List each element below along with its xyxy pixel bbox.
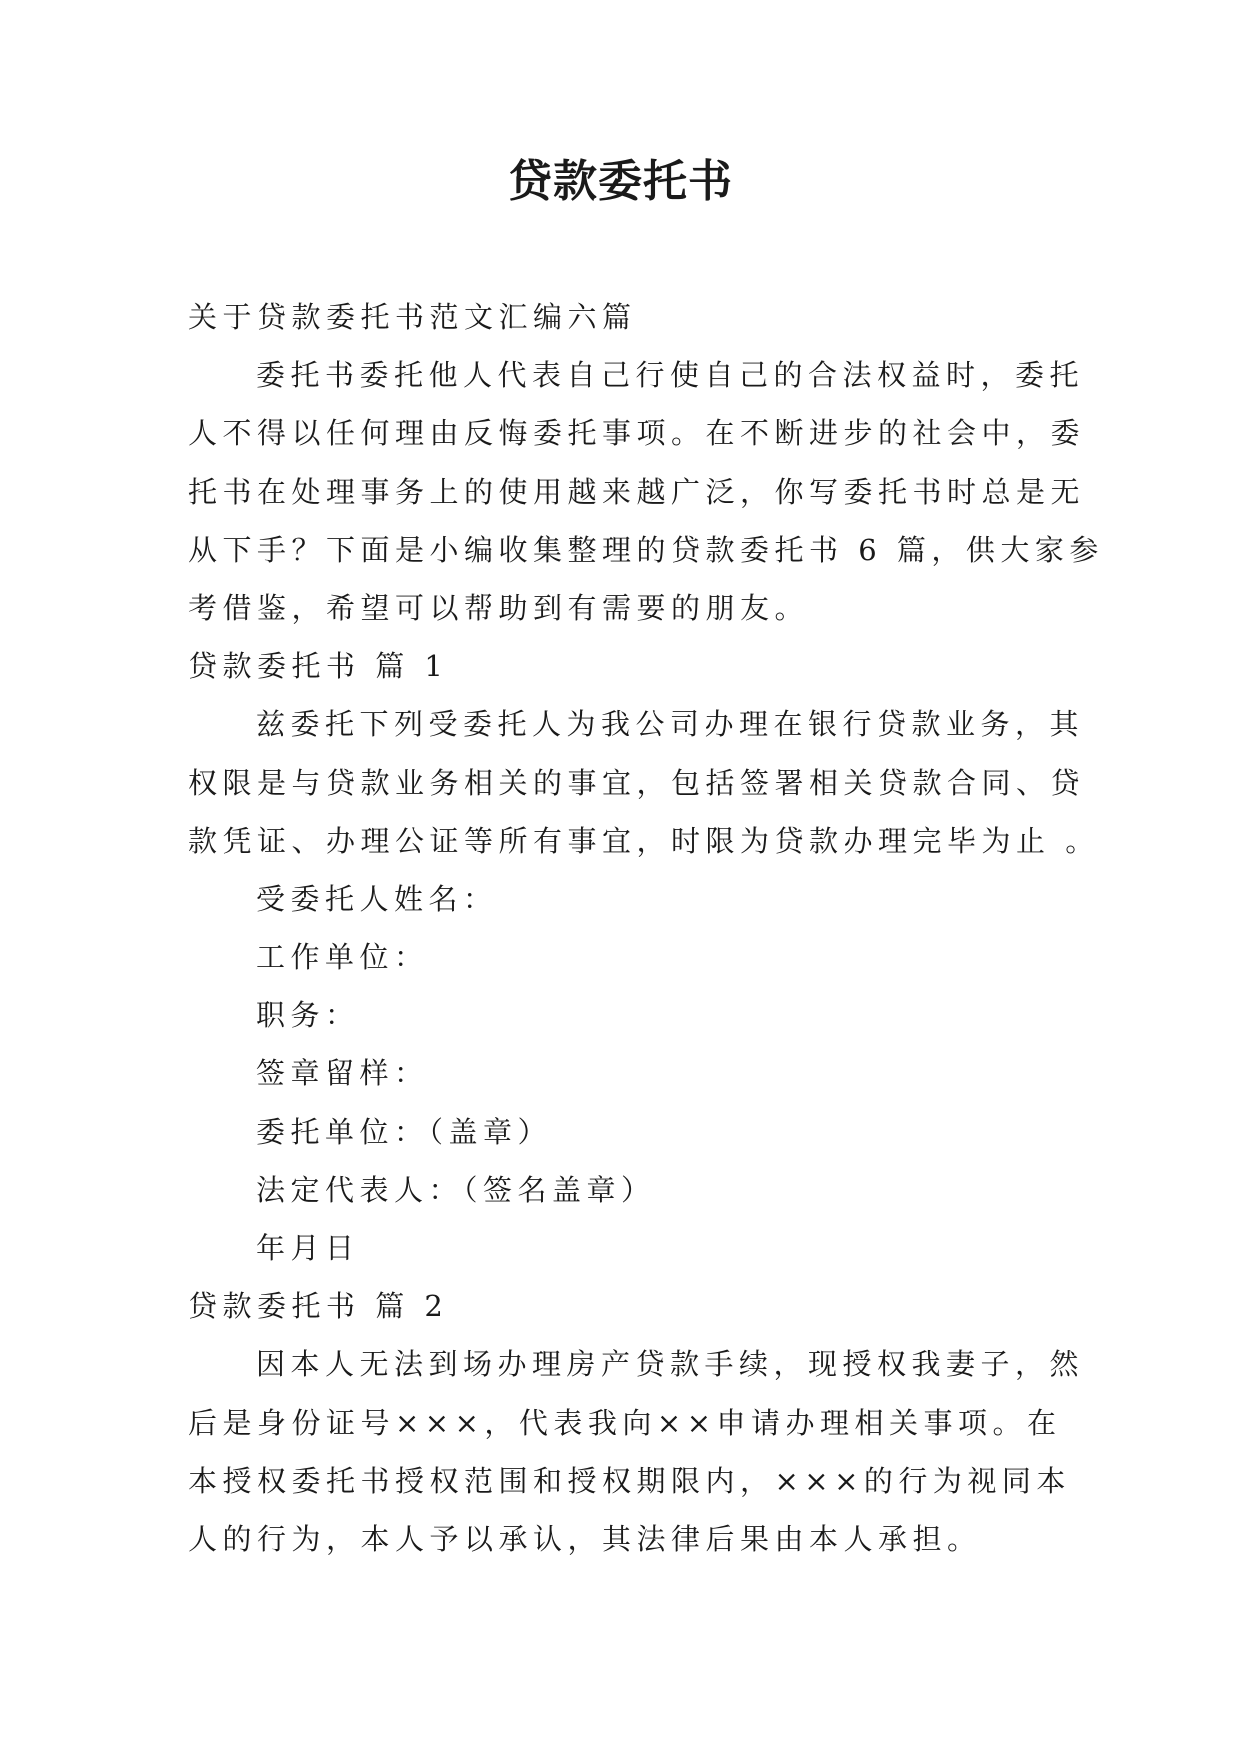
paragraph-line: 托书在处理事务上的使用越来越广泛，你写委托书时总是无 <box>188 474 1086 509</box>
paragraph-line: 从下手？下面是小编收集整理的贷款委托书 6 篇，供大家参 <box>188 532 1104 567</box>
paragraph-line: 委托书委托他人代表自己行使自己的合法权益时，委托 <box>256 358 1085 393</box>
form-field-label: 受委托人姓名： <box>256 881 498 916</box>
form-field-label: 签章留样： <box>256 1056 429 1091</box>
date-line: 年月日 <box>256 1231 360 1265</box>
paragraph-line: 后是身份证号×××，代表我向××申请办理相关事项。在 <box>188 1405 1062 1440</box>
section-heading: 贷款委托书 篇 2 <box>188 1289 449 1324</box>
form-field-label: 职务： <box>256 998 360 1033</box>
paragraph-line: 因本人无法到场办理房产贷款手续，现授权我妻子，然 <box>256 1347 1085 1382</box>
section-heading: 贷款委托书 篇 1 <box>188 649 449 684</box>
paragraph-line: 款凭证、办理公证等所有事宜，时限为贷款办理完毕为止 。 <box>188 823 1100 858</box>
paragraph-line: 人不得以任何理由反悔委托事项。在不断进步的社会中，委 <box>188 416 1086 451</box>
form-field-label: 法定代表人：（签名盖章） <box>256 1172 656 1207</box>
paragraph-line: 人的行为，本人予以承认，其法律后果由本人承担。 <box>188 1521 982 1556</box>
paragraph-line: 考借鉴，希望可以帮助到有需要的朋友。 <box>188 590 810 625</box>
subtitle-line: 关于贷款委托书范文汇编六篇 <box>188 300 637 334</box>
document-body <box>188 288 1104 1568</box>
paragraph-line: 权限是与贷款业务相关的事宜，包括签署相关贷款合同、贷 <box>188 765 1086 800</box>
document-title: 贷款委托书 <box>508 156 733 207</box>
form-field-label: 工作单位： <box>256 940 429 975</box>
paragraph-line: 兹委托下列受委托人为我公司办理在银行贷款业务，其 <box>256 707 1085 742</box>
form-field-label: 委托单位：（盖章） <box>256 1114 553 1149</box>
paragraph-line: 本授权委托书授权范围和授权期限内，×××的行为视同本 <box>188 1463 1071 1498</box>
